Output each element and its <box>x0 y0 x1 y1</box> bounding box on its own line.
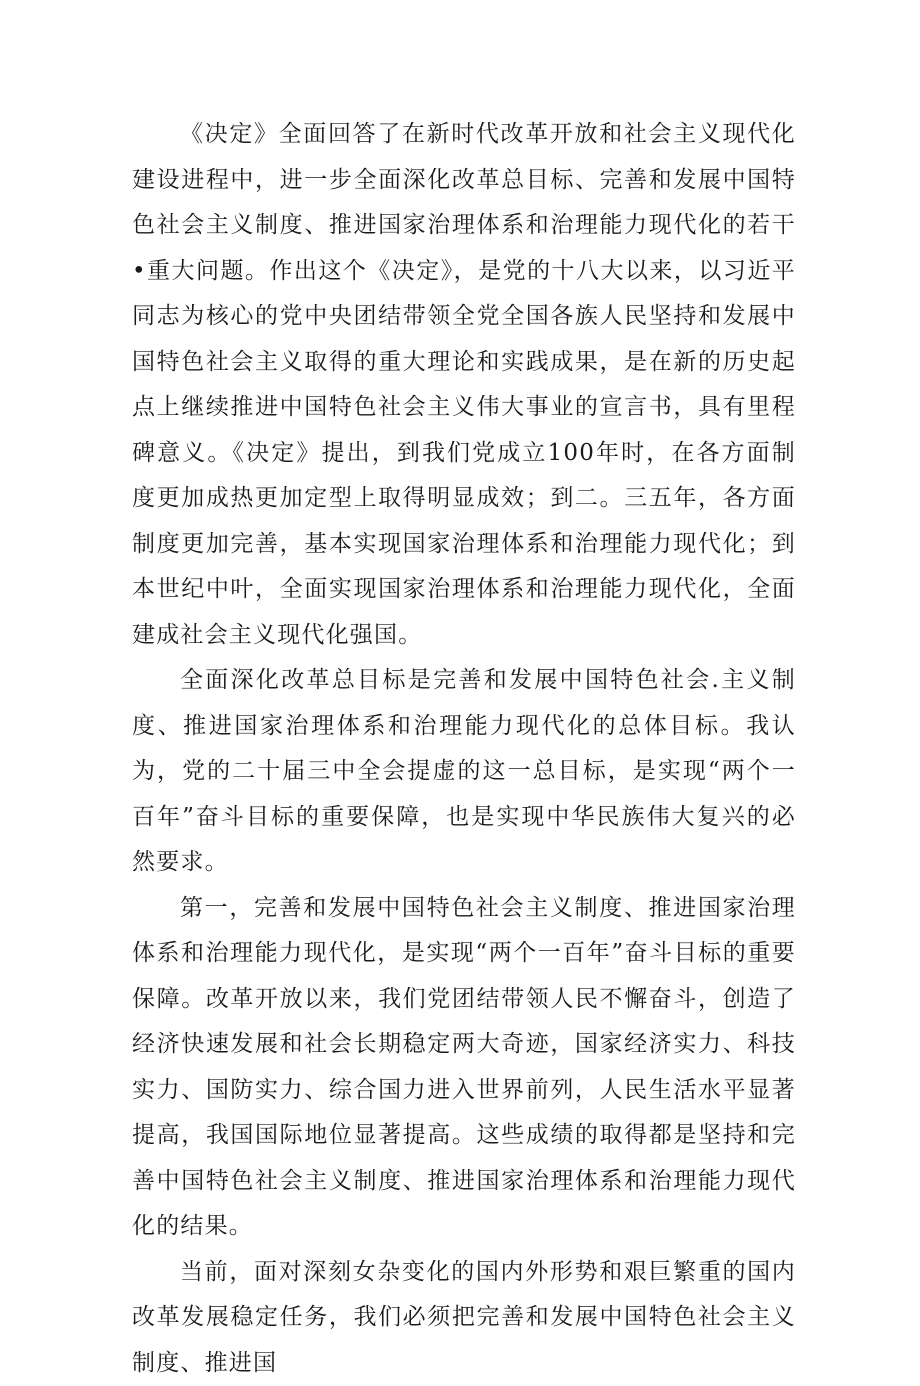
paragraph-4: 当前，面对深刻女杂变化的国内外形势和艰巨繁重的国内改革发展稳定任务，我们必须把完善和发展中国特色社会主义制度、推进国 <box>132 1250 796 1386</box>
paragraph-1: 《决定》全面回答了在新时代改革开放和社会主义现代化建设进程中，进一步全面深化改革总目标、完善和发展中国特色社会主义制度、推进国家治理体系和治理能力现代化的若干•重大问题。作出这个《决定》，是党的十八大以来，以习近平同志为核心的党中央团结带领全党全国各族人民坚持和发展中国特色社会主义取得的重大理论和实践成果，是在新的历史起点上继续推进中国特色社会主义伟大事业的宣言书，具有里程碑意义。《决定》提出，到我们党成立100年时，在各方面制度更加成热更加定型上取得明显成效；到二。三五年，各方面制度更加完善，基本实现国家治理体系和治理能力现代化；到本世纪中叶，全面实现国家治理体系和治理能力现代化，全面建成社会主义现代化强国。 <box>132 112 796 658</box>
paragraph-3: 第一，完善和发展中国特色社会主义制度、推进国家治理体系和治理能力现代化，是实现“两个一百年”奋斗目标的重要保障。改革开放以来，我们党团结带领人民不懈奋斗，创造了经济快速发展和社会长期稳定两大奇迹，国家经济实力、科技实力、国防实力、综合国力进入世界前列，人民生活水平显著提高，我国国际地位显著提高。这些成绩的取得都是坚持和完善中国特色社会主义制度、推进国家治理体系和治理能力现代化的结果。 <box>132 886 796 1250</box>
paragraph-2: 全面深化改革总目标是完善和发展中国特色社会.主义制度、推进国家治理体系和治理能力现代化的总体目标。我认为，党的二十届三中全会提虚的这一总目标，是实现“两个一百年”奋斗目标的重要保障，也是实现中华民族伟大复兴的必然要求。 <box>132 658 796 886</box>
document-body <box>132 112 796 1386</box>
